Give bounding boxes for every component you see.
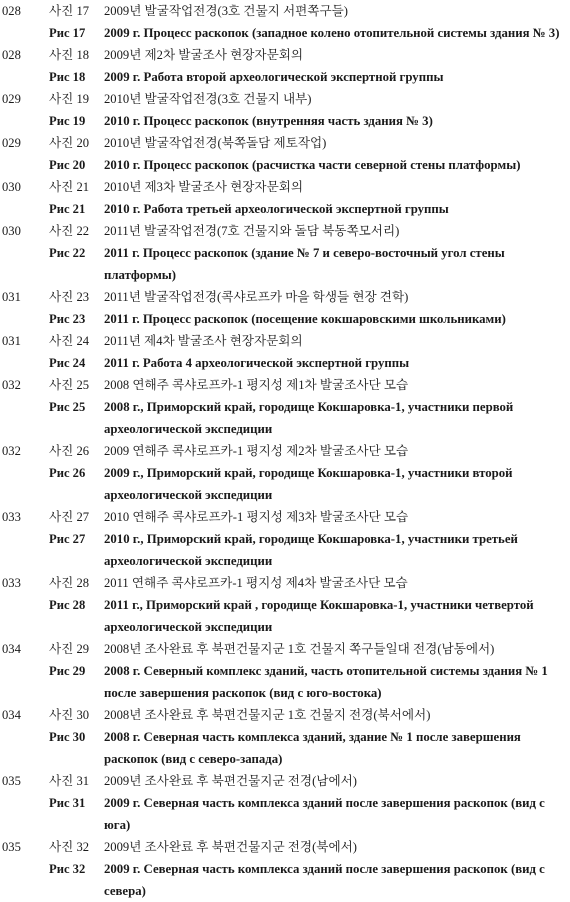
korean-caption: 2008 연해주 콕샤로프카-1 평지성 제1차 발굴조사단 모습 bbox=[104, 378, 409, 392]
page-number: 034 bbox=[2, 708, 21, 722]
figure-entry bbox=[0, 836, 570, 902]
korean-caption-row bbox=[0, 88, 570, 110]
page-number: 035 bbox=[2, 774, 21, 788]
page-number: 029 bbox=[2, 92, 21, 106]
russian-figure-label: Рис 30 bbox=[49, 730, 86, 744]
korean-figure-label: 사진 29 bbox=[49, 642, 90, 656]
figure-entry bbox=[0, 0, 570, 44]
russian-caption-row bbox=[0, 242, 570, 286]
russian-caption-row bbox=[0, 396, 570, 440]
russian-caption: 2010 г. Процесс раскопок (расчистка части северной стены платформы) bbox=[104, 158, 521, 172]
russian-figure-label: Рис 18 bbox=[49, 70, 86, 84]
russian-caption-row bbox=[0, 858, 570, 902]
korean-figure-label: 사진 31 bbox=[49, 774, 90, 788]
page-number: 031 bbox=[2, 290, 21, 304]
russian-caption-row bbox=[0, 726, 570, 770]
figure-entry bbox=[0, 638, 570, 704]
page-number: 030 bbox=[2, 180, 21, 194]
russian-figure-label: Рис 24 bbox=[49, 356, 86, 370]
korean-caption-row bbox=[0, 704, 570, 726]
korean-caption: 2011 연해주 콕샤로프카-1 평지성 제4차 발굴조사단 모습 bbox=[104, 576, 408, 590]
figure-entry bbox=[0, 176, 570, 220]
russian-figure-label: Рис 32 bbox=[49, 862, 86, 876]
korean-figure-label: 사진 17 bbox=[49, 4, 90, 18]
korean-caption: 2008년 조사완료 후 북편건물지군 1호 건물지 쪽구들일대 전경(남동에서) bbox=[104, 642, 495, 656]
figure-entry bbox=[0, 440, 570, 506]
russian-figure-label: Рис 27 bbox=[49, 532, 86, 546]
korean-caption: 2011년 제4차 발굴조사 현장자문회의 bbox=[104, 334, 303, 348]
russian-caption-row bbox=[0, 594, 570, 638]
korean-caption-row bbox=[0, 638, 570, 660]
russian-caption-row bbox=[0, 198, 570, 220]
figure-entry bbox=[0, 88, 570, 132]
korean-caption: 2010년 발굴작업전경(북쪽돌담 제토작업) bbox=[104, 136, 327, 150]
korean-caption-row bbox=[0, 506, 570, 528]
russian-caption-row bbox=[0, 308, 570, 330]
russian-caption: 2009 г. Работа второй археологической экспертной группы bbox=[104, 70, 444, 84]
page-number: 031 bbox=[2, 334, 21, 348]
korean-caption: 2011년 발굴작업전경(콕샤로프카 마을 학생들 현장 견학) bbox=[104, 290, 409, 304]
korean-figure-label: 사진 27 bbox=[49, 510, 90, 524]
figure-entry bbox=[0, 704, 570, 770]
russian-caption-row bbox=[0, 352, 570, 374]
korean-figure-label: 사진 32 bbox=[49, 840, 90, 854]
russian-caption-row bbox=[0, 462, 570, 506]
korean-caption: 2011년 발굴작업전경(7호 건물지와 돌담 북동쪽모서리) bbox=[104, 224, 400, 238]
korean-figure-label: 사진 28 bbox=[49, 576, 90, 590]
korean-figure-label: 사진 20 bbox=[49, 136, 90, 150]
korean-figure-label: 사진 30 bbox=[49, 708, 90, 722]
figure-entry bbox=[0, 44, 570, 88]
russian-caption: 2009 г. Процесс раскопок (западное колено отопительной системы здания № 3) bbox=[104, 26, 560, 40]
russian-caption: 2010 г. Процесс раскопок (внутренняя часть здания № 3) bbox=[104, 114, 433, 128]
russian-figure-label: Рис 23 bbox=[49, 312, 86, 326]
page-number: 033 bbox=[2, 576, 21, 590]
korean-caption-row bbox=[0, 44, 570, 66]
page-number: 028 bbox=[2, 4, 21, 18]
russian-figure-label: Рис 26 bbox=[49, 466, 86, 480]
figure-entry bbox=[0, 220, 570, 286]
korean-figure-label: 사진 21 bbox=[49, 180, 90, 194]
page-number: 032 bbox=[2, 444, 21, 458]
russian-caption: 2011 г., Приморский край , городище Кокшаровка-1, участники четвертой археологической экспедиции bbox=[104, 598, 534, 634]
korean-caption-row bbox=[0, 286, 570, 308]
russian-caption-row bbox=[0, 22, 570, 44]
figure-entry bbox=[0, 132, 570, 176]
korean-caption-row bbox=[0, 770, 570, 792]
korean-caption: 2009년 제2차 발굴조사 현장자문회의 bbox=[104, 48, 304, 62]
russian-caption: 2011 г. Работа 4 археологической экспертной группы bbox=[104, 356, 410, 370]
page-number: 035 bbox=[2, 840, 21, 854]
russian-figure-label: Рис 25 bbox=[49, 400, 86, 414]
figure-entry bbox=[0, 330, 570, 374]
figure-entry bbox=[0, 770, 570, 836]
russian-figure-label: Рис 22 bbox=[49, 246, 86, 260]
korean-figure-label: 사진 22 bbox=[49, 224, 90, 238]
korean-caption-row bbox=[0, 836, 570, 858]
figure-entry bbox=[0, 506, 570, 572]
figure-entry bbox=[0, 572, 570, 638]
korean-figure-label: 사진 24 bbox=[49, 334, 90, 348]
korean-figure-label: 사진 18 bbox=[49, 48, 90, 62]
page-number: 029 bbox=[2, 136, 21, 150]
korean-caption-row bbox=[0, 440, 570, 462]
figure-entry bbox=[0, 374, 570, 440]
korean-caption: 2010 연해주 콕샤로프카-1 평지성 제3차 발굴조사단 모습 bbox=[104, 510, 409, 524]
korean-figure-label: 사진 26 bbox=[49, 444, 90, 458]
russian-caption: 2010 г. Работа третьей археологической экспертной группы bbox=[104, 202, 449, 216]
russian-caption-row bbox=[0, 660, 570, 704]
russian-caption: 2009 г. Северная часть комплекса зданий после завершения раскопок (вид с севера) bbox=[104, 862, 545, 898]
korean-caption-row bbox=[0, 330, 570, 352]
korean-caption: 2009년 조사완료 후 북편건물지군 전경(북에서) bbox=[104, 840, 357, 854]
korean-caption-row bbox=[0, 572, 570, 594]
russian-caption: 2011 г. Процесс раскопок (здание № 7 и северо-восточный угол стены платформы) bbox=[104, 246, 505, 282]
russian-figure-label: Рис 19 bbox=[49, 114, 86, 128]
korean-figure-label: 사진 25 bbox=[49, 378, 90, 392]
russian-caption: 2009 г. Северная часть комплекса зданий после завершения раскопок (вид с юга) bbox=[104, 796, 545, 832]
korean-caption: 2010년 발굴작업전경(3호 건물지 내부) bbox=[104, 92, 312, 106]
page-number: 030 bbox=[2, 224, 21, 238]
russian-figure-label: Рис 21 bbox=[49, 202, 86, 216]
korean-caption-row bbox=[0, 220, 570, 242]
russian-figure-label: Рис 31 bbox=[49, 796, 86, 810]
page-number: 028 bbox=[2, 48, 21, 62]
korean-figure-label: 사진 23 bbox=[49, 290, 90, 304]
russian-caption: 2008 г. Северный комплекс зданий, часть отопительной системы здания № 1 после завершения раскопок (вид с юго-востока) bbox=[104, 664, 548, 700]
russian-caption: 2009 г., Приморский край, городище Кокшаровка-1, участники второй археологической экспедиции bbox=[104, 466, 513, 502]
page-number: 032 bbox=[2, 378, 21, 392]
russian-figure-label: Рис 29 bbox=[49, 664, 86, 678]
korean-caption: 2010년 제3차 발굴조사 현장자문회의 bbox=[104, 180, 304, 194]
russian-figure-label: Рис 28 bbox=[49, 598, 86, 612]
korean-caption-row bbox=[0, 0, 570, 22]
korean-caption-row bbox=[0, 176, 570, 198]
russian-caption: 2008 г. Северная часть комплекса зданий, здание № 1 после завершения раскопок (вид с северо-запада) bbox=[104, 730, 521, 766]
page-number: 034 bbox=[2, 642, 21, 656]
korean-figure-label: 사진 19 bbox=[49, 92, 90, 106]
russian-figure-label: Рис 20 bbox=[49, 158, 86, 172]
korean-caption: 2008년 조사완료 후 북편건물지군 1호 건물지 전경(북서에서) bbox=[104, 708, 431, 722]
russian-caption: 2011 г. Процесс раскопок (посещение кокшаровскими школьниками) bbox=[104, 312, 506, 326]
russian-caption-row bbox=[0, 66, 570, 88]
russian-caption-row bbox=[0, 154, 570, 176]
page-number: 033 bbox=[2, 510, 21, 524]
russian-figure-label: Рис 17 bbox=[49, 26, 86, 40]
russian-caption-row bbox=[0, 528, 570, 572]
korean-caption: 2009년 조사완료 후 북편건물지군 전경(남에서) bbox=[104, 774, 357, 788]
russian-caption-row bbox=[0, 792, 570, 836]
russian-caption-row bbox=[0, 110, 570, 132]
figure-entry bbox=[0, 286, 570, 330]
russian-caption: 2010 г., Приморский край, городище Кокшаровка-1, участники третьей археологической экспедиции bbox=[104, 532, 518, 568]
korean-caption: 2009 연해주 콕샤로프카-1 평지성 제2차 발굴조사단 모습 bbox=[104, 444, 409, 458]
korean-caption-row bbox=[0, 132, 570, 154]
korean-caption: 2009년 발굴작업전경(3호 건물지 서편쪽구들) bbox=[104, 4, 348, 18]
russian-caption: 2008 г., Приморский край, городище Кокшаровка-1, участники первой археологической экспедиции bbox=[104, 400, 514, 436]
korean-caption-row bbox=[0, 374, 570, 396]
